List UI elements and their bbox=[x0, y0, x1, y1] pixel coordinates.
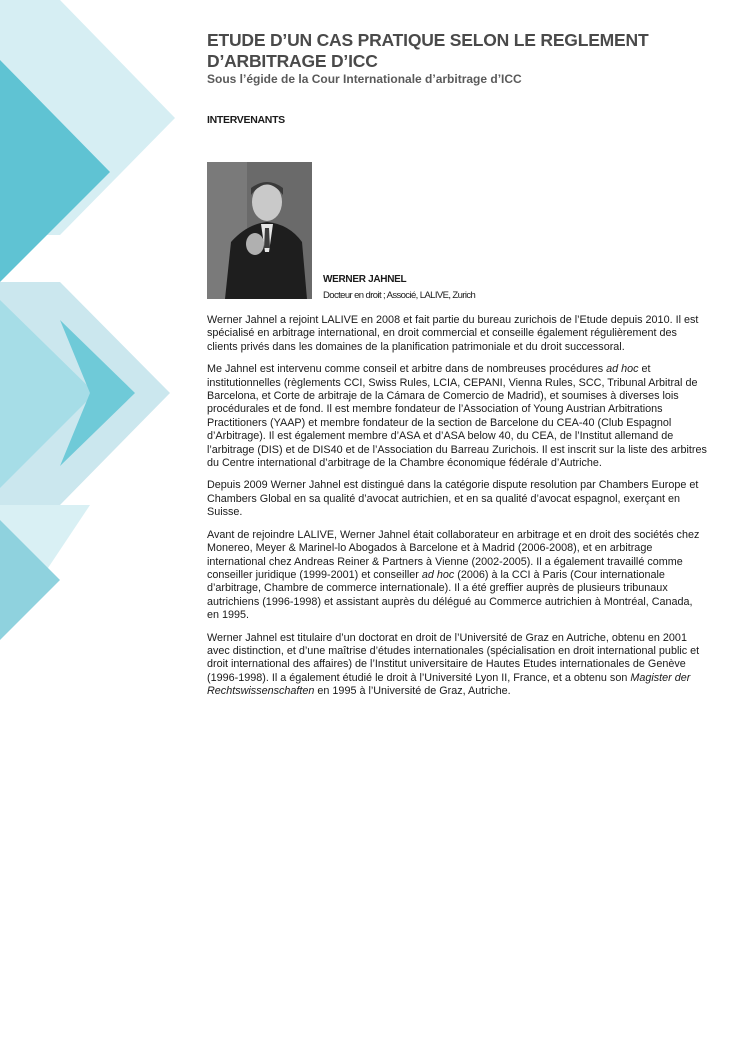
page-subtitle: Sous l’égide de la Cour Internationale d’arbitrage d’ICC bbox=[207, 72, 522, 86]
bio-p2-text-b: et institutionnelles (règlements CCI, Swiss Rules, LCIA, CEPANI, Vienna Rules, SCC, Tribunal Arbitral de Barcelona, et Corte de arbitraje de la Cámara de Comercio de Madrid), et soumises à diverses lois procédurales et de fond. Il est membre fondateur de l’Association of Young Austrian Arbitrations Practitioners (YAAP) et membre fondateur de la section de Barcelone du CEA-40 (Club Espagnol d’Arbitrage). Il est également membre d’ASA et d’ASA below 40, du CEA, de l’Institut allemand de l’arbitrage (DIS) et de DIS40 et de l’Association du Barreau Zurichois. Il est inscrit sur la liste des arbitres du Centre international d’arbitrage de la Chambre économique fédérale d’Autriche. bbox=[207, 363, 707, 470]
section-label-speakers: INTERVENANTS bbox=[207, 114, 285, 126]
bio-p2-italic: ad hoc bbox=[606, 363, 639, 376]
bio-p5-text-a: Werner Jahnel est titulaire d’un doctorat en droit de l’Université de Graz en Autriche, obtenu en 2001 avec distinction, et d’une maîtrise d’études internationales (spécialisation en droit international public et droit international des affaires) de l’Institut universitaire de Hautes Etudes internationales de Genève (1996-1998). Il a également étudié le droit à l’Université Lyon II, France, et a obtenu son bbox=[207, 631, 700, 684]
bio-p5-text-b: en 1995 à l’Université de Graz, Autriche. bbox=[314, 685, 511, 698]
bio-paragraph-4 bbox=[207, 529, 707, 623]
speaker-role: Docteur en droit ; Associé, LALIVE, Zurich bbox=[323, 290, 476, 301]
speaker-photo bbox=[207, 162, 312, 299]
speaker-name: WERNER JAHNEL bbox=[323, 274, 407, 285]
bio-p4-italic: ad hoc bbox=[421, 568, 455, 581]
bio-paragraph-5 bbox=[207, 632, 707, 699]
page-title: ETUDE D’UN CAS PRATIQUE SELON LE REGLEMENT D’ARBITRAGE D’ICC bbox=[207, 30, 649, 71]
bio-p5-italic: Magister der Rechtswissenschaften bbox=[207, 671, 691, 698]
bio-paragraph-1: Werner Jahnel a rejoint LALIVE en 2008 et fait partie du bureau zurichois de l’Etude depuis 2010. Il est spécialisé en arbitrage international, en droit commercial et conseille également régulièrement des clients privés dans les domaines de la planification patrimoniale et du droit successoral. bbox=[207, 314, 699, 353]
bio-p4-text-b: (2006) à la CCI à Paris (Cour internationale d’arbitrage, Chambre de commerce internationale). Il a été greffier auprès de plusieurs tribunaux autrichiens (1996-1998) et assistant auprès du délégué au Commerce autrichien à Montréal, Canada, en 1995. bbox=[207, 568, 693, 622]
bio-paragraph-2 bbox=[207, 363, 707, 470]
bio-p2-text-a: Me Jahnel est intervenu comme conseil et arbitre dans de nombreuses procédures bbox=[207, 363, 607, 376]
bio-p4-text-a: Avant de rejoindre LALIVE, Werner Jahnel était collaborateur en arbitrage et en droit des sociétés chez Monereo, Meyer & Marinel-lo Abogados à Barcelone et à Madrid (2006-2008), et en arbitrage international chez Andreas Reiner & Partners à Vienne (2002-2005). Il a également travaillé comme conseiller juridique (1999-2001) et conseiller bbox=[207, 528, 700, 581]
speaker-biography bbox=[207, 314, 707, 708]
speaker-portrait-image bbox=[207, 162, 312, 299]
bio-paragraph-3: Depuis 2009 Werner Jahnel est distingué dans la catégorie dispute resolution par Chambers Europe et Chambers Global en sa qualité d’avocat autrichien, et en sa qualité d’avocat espagnol, exerçant en Suisse. bbox=[207, 479, 699, 519]
decorative-chevron-shapes bbox=[0, 0, 180, 700]
